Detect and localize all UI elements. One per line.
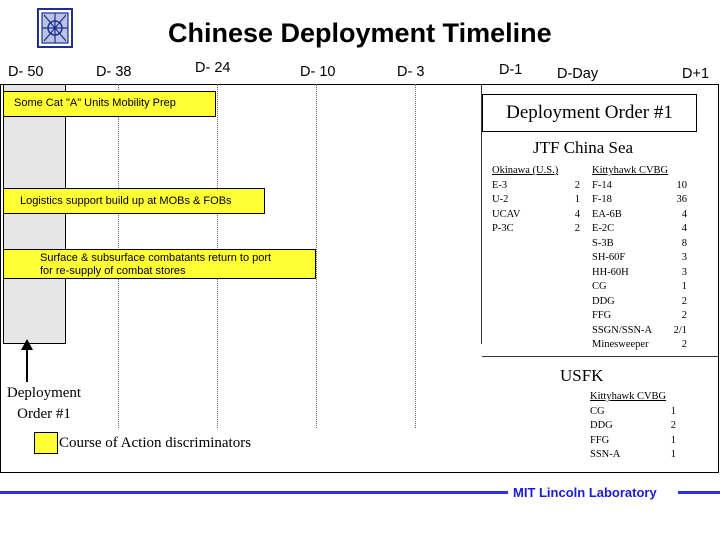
- surface-combatants-bar: [3, 249, 316, 279]
- usfk-title: USFK: [560, 366, 604, 385]
- footer-rule-right: [678, 491, 720, 494]
- legend-label: Course of Action discriminators: [59, 435, 252, 451]
- footer-label: MIT Lincoln Laboratory: [513, 485, 657, 500]
- mobility-prep-label: Some Cat "A" Units Mobility Prep: [14, 97, 176, 109]
- section-divider: [482, 356, 719, 357]
- timeline-d1: D-1: [499, 62, 523, 78]
- timeline-d38: D- 38: [96, 64, 132, 80]
- legend-swatch: [34, 432, 58, 454]
- gridline: [415, 84, 416, 428]
- table-row: SSN-A 1: [590, 449, 676, 460]
- jtf-title: JTF China Sea: [533, 138, 634, 157]
- deployment-order-label: Deployment Order #1: [506, 102, 673, 123]
- timeline-dplus1: D+1: [682, 66, 710, 82]
- page-title: Chinese Deployment Timeline: [168, 18, 552, 48]
- footer-rule-left: [0, 491, 508, 494]
- table-row: E-2C 4: [592, 223, 687, 234]
- table-row: EA-6B 4: [592, 208, 687, 220]
- table-row: CG 1: [590, 405, 676, 417]
- table-row: Minesweeper 2: [592, 339, 687, 350]
- table-row: E-3 2: [492, 179, 580, 191]
- table-row: CG 1: [592, 281, 687, 292]
- table-row: HH-60H 3: [592, 266, 687, 278]
- table-row: F-14 10: [592, 179, 687, 191]
- table-row: SH-60F 3: [592, 252, 687, 263]
- deployment-order-box: [482, 94, 697, 132]
- kittyhawk-jtf-table: [592, 164, 687, 353]
- deployment-order-note: Deployment Order #1: [6, 385, 82, 422]
- table-row: DDG 2: [590, 420, 676, 431]
- timeline-d3: D- 3: [397, 64, 425, 80]
- table-row: UCAV 4: [492, 208, 580, 220]
- table-row: P-3C 2: [492, 223, 580, 234]
- mobility-prep-bar: [3, 91, 216, 117]
- timeline-dday: D-Day: [557, 66, 599, 82]
- up-arrow-icon: [20, 338, 34, 384]
- logistics-label: Logistics support build up at MOBs & FOBs: [20, 195, 232, 207]
- gridline: [316, 84, 317, 428]
- mit-ll-logo: [36, 7, 74, 49]
- timeline-d24: D- 24: [195, 60, 231, 76]
- table-row: FFG 2: [592, 310, 687, 321]
- okinawa-header: Okinawa (U.S.): [492, 165, 559, 176]
- surface-combatants-label: Surface & subsurface combatants return to port for re-supply of combat stores: [40, 252, 272, 277]
- table-row: FFG 1: [590, 434, 676, 446]
- okinawa-table: [492, 164, 580, 237]
- timeline-d10: D- 10: [300, 64, 336, 80]
- table-row: F-18 36: [592, 194, 687, 205]
- kittyhawk-usfk-header: Kittyhawk CVBG: [590, 391, 667, 402]
- table-row: U-2 1: [492, 194, 580, 205]
- table-row: SSGN/SSN-A 2/1: [592, 324, 687, 336]
- kittyhawk-usfk-table: [590, 390, 676, 463]
- table-row: DDG 2: [592, 295, 687, 307]
- table-row: S-3B 8: [592, 237, 687, 249]
- timeline-d50: D- 50: [8, 64, 44, 80]
- d50-column: [3, 84, 66, 344]
- kittyhawk-jtf-header: Kittyhawk CVBG: [592, 165, 669, 176]
- logistics-bar: [3, 188, 265, 214]
